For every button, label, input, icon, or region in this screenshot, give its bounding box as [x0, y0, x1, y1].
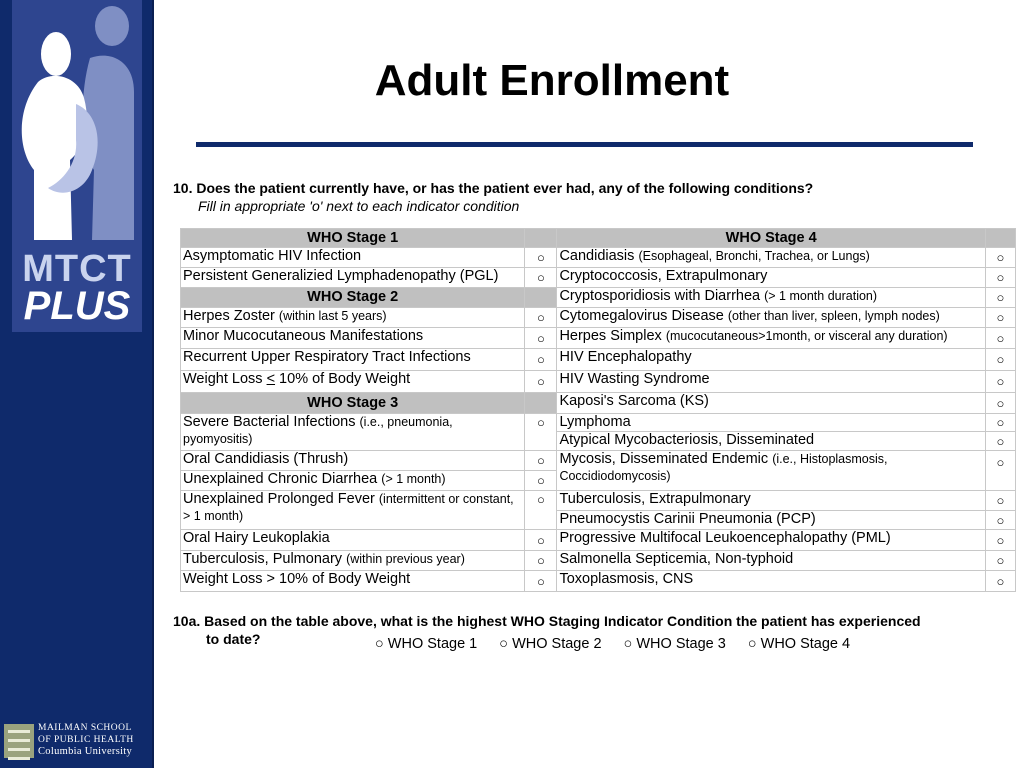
- table-row: [181, 414, 1016, 432]
- radio-option[interactable]: ○: [525, 328, 557, 349]
- condition-label: Salmonella Septicemia, Non-typhoid: [557, 551, 986, 571]
- table-row: [181, 491, 1016, 511]
- condition-label: Pneumocystis Carinii Pneumonia (PCP): [557, 511, 986, 530]
- question-10a-line1: 10a. Based on the table above, what is the highest WHO Staging Indicator Condition the patient has experienced: [173, 613, 921, 629]
- radio-option[interactable]: ○: [985, 328, 1015, 349]
- radio-option[interactable]: ○: [985, 432, 1015, 451]
- table-row: [181, 371, 1016, 393]
- question-10-instruction: Fill in appropriate 'o' next to each indicator condition: [198, 198, 520, 214]
- question-10: 10. Does the patient currently have, or has the patient ever had, any of the following conditions?: [173, 180, 814, 196]
- radio-option[interactable]: ○: [985, 371, 1015, 393]
- condition-label: Persistent Generalizied Lymphadenopathy (PGL): [181, 268, 525, 288]
- condition-label: Tuberculosis, Pulmonary (within previous year): [181, 551, 525, 571]
- radio-option[interactable]: ○: [985, 571, 1015, 592]
- stage1-header: WHO Stage 1: [181, 229, 525, 248]
- condition-label: Oral Candidiasis (Thrush): [181, 451, 525, 471]
- condition-label: Minor Mucocutaneous Manifestations: [181, 328, 525, 349]
- table-row: [181, 451, 1016, 471]
- radio-option[interactable]: ○: [525, 371, 557, 393]
- logo-wordmark: [12, 248, 142, 328]
- radio-option[interactable]: ○: [985, 288, 1015, 308]
- mailman-mark-icon: [4, 724, 34, 758]
- option-stage-2[interactable]: ○ WHO Stage 2: [499, 636, 602, 652]
- radio-option[interactable]: ○: [525, 308, 557, 328]
- table-row: [181, 328, 1016, 349]
- highest-stage-options: [375, 636, 868, 652]
- question-10a-line2: to date?: [206, 631, 261, 647]
- table-row: [181, 571, 1016, 592]
- radio-option[interactable]: ○: [525, 268, 557, 288]
- radio-option[interactable]: ○: [525, 471, 557, 491]
- school-line-3: Columbia University: [38, 746, 133, 757]
- stage3-header: WHO Stage 3: [181, 393, 525, 414]
- table-row: [181, 393, 1016, 414]
- radio-option[interactable]: ○: [985, 451, 1015, 491]
- condition-label: Kaposi's Sarcoma (KS): [557, 393, 986, 414]
- table-row: [181, 229, 1016, 248]
- condition-label: Progressive Multifocal Leukoencephalopathy (PML): [557, 530, 986, 551]
- condition-label: Cytomegalovirus Disease (other than liver, spleen, lymph nodes): [557, 308, 986, 328]
- table-row: [181, 551, 1016, 571]
- mailman-school-logo: [2, 722, 152, 762]
- stage2-header: WHO Stage 2: [181, 288, 525, 308]
- radio-option[interactable]: ○: [985, 414, 1015, 432]
- table-row: [181, 308, 1016, 328]
- stage4-header: WHO Stage 4: [557, 229, 986, 248]
- title-divider: [196, 142, 973, 147]
- option-stage-3[interactable]: ○ WHO Stage 3: [623, 636, 726, 652]
- radio-option[interactable]: ○: [985, 268, 1015, 288]
- condition-label: Tuberculosis, Extrapulmonary: [557, 491, 986, 511]
- radio-option[interactable]: ○: [525, 551, 557, 571]
- sidebar-rule: [152, 0, 154, 768]
- condition-label: HIV Encephalopathy: [557, 349, 986, 371]
- radio-option[interactable]: ○: [525, 414, 557, 451]
- page-title: Adult Enrollment: [374, 56, 730, 105]
- radio-option[interactable]: ○: [985, 308, 1015, 328]
- table-row: [181, 349, 1016, 371]
- radio-option[interactable]: ○: [525, 530, 557, 551]
- condition-label: Severe Bacterial Infections (i.e., pneumonia, pyomyositis): [181, 414, 525, 451]
- who-stage-table: [180, 228, 1016, 592]
- table-row: [181, 268, 1016, 288]
- school-line-1: MAILMAN SCHOOL: [38, 723, 132, 733]
- logo-mtct: MTCT: [22, 248, 132, 290]
- radio-option[interactable]: ○: [525, 491, 557, 530]
- condition-label: Recurrent Upper Respiratory Tract Infections: [181, 349, 525, 371]
- radio-option[interactable]: ○: [525, 349, 557, 371]
- mother-child-icon: [12, 0, 142, 250]
- radio-option[interactable]: ○: [985, 511, 1015, 530]
- table-row: [181, 248, 1016, 268]
- condition-label: Oral Hairy Leukoplakia: [181, 530, 525, 551]
- condition-label: Candidiasis (Esophageal, Bronchi, Trachea, or Lungs): [557, 248, 986, 268]
- condition-label: Lymphoma: [557, 414, 986, 432]
- condition-label: Unexplained Chronic Diarrhea (> 1 month): [181, 471, 525, 491]
- condition-label: Cryptosporidiosis with Diarrhea (> 1 month duration): [557, 288, 986, 308]
- condition-label: Asymptomatic HIV Infection: [181, 248, 525, 268]
- condition-label: Toxoplasmosis, CNS: [557, 571, 986, 592]
- radio-option[interactable]: ○: [525, 451, 557, 471]
- condition-label: HIV Wasting Syndrome: [557, 371, 986, 393]
- logo-plus: PLUS: [23, 284, 131, 328]
- condition-label: Herpes Zoster (within last 5 years): [181, 308, 525, 328]
- condition-label: Mycosis, Disseminated Endemic (i.e., Histoplasmosis, Coccidiodomycosis): [557, 451, 986, 491]
- sidebar: [0, 0, 154, 768]
- radio-option[interactable]: ○: [985, 491, 1015, 511]
- condition-label: Herpes Simplex (mucocutaneous>1month, or visceral any duration): [557, 328, 986, 349]
- condition-label: Atypical Mycobacteriosis, Disseminated: [557, 432, 986, 451]
- radio-option[interactable]: ○: [985, 530, 1015, 551]
- condition-label: Weight Loss > 10% of Body Weight: [181, 571, 525, 592]
- condition-label: Unexplained Prolonged Fever (intermittent or constant, > 1 month): [181, 491, 525, 530]
- radio-option[interactable]: ○: [525, 571, 557, 592]
- table-row: [181, 530, 1016, 551]
- radio-option[interactable]: ○: [985, 248, 1015, 268]
- radio-option[interactable]: ○: [985, 349, 1015, 371]
- radio-option[interactable]: ○: [525, 248, 557, 268]
- table-row: [181, 288, 1016, 308]
- radio-option[interactable]: ○: [985, 393, 1015, 414]
- condition-label: Cryptococcosis, Extrapulmonary: [557, 268, 986, 288]
- condition-label: Weight Loss < 10% of Body Weight: [181, 371, 525, 393]
- option-stage-4[interactable]: ○ WHO Stage 4: [747, 636, 851, 652]
- option-stage-1[interactable]: ○ WHO Stage 1: [375, 636, 478, 652]
- school-line-2: OF PUBLIC HEALTH: [38, 735, 134, 745]
- radio-option[interactable]: ○: [985, 551, 1015, 571]
